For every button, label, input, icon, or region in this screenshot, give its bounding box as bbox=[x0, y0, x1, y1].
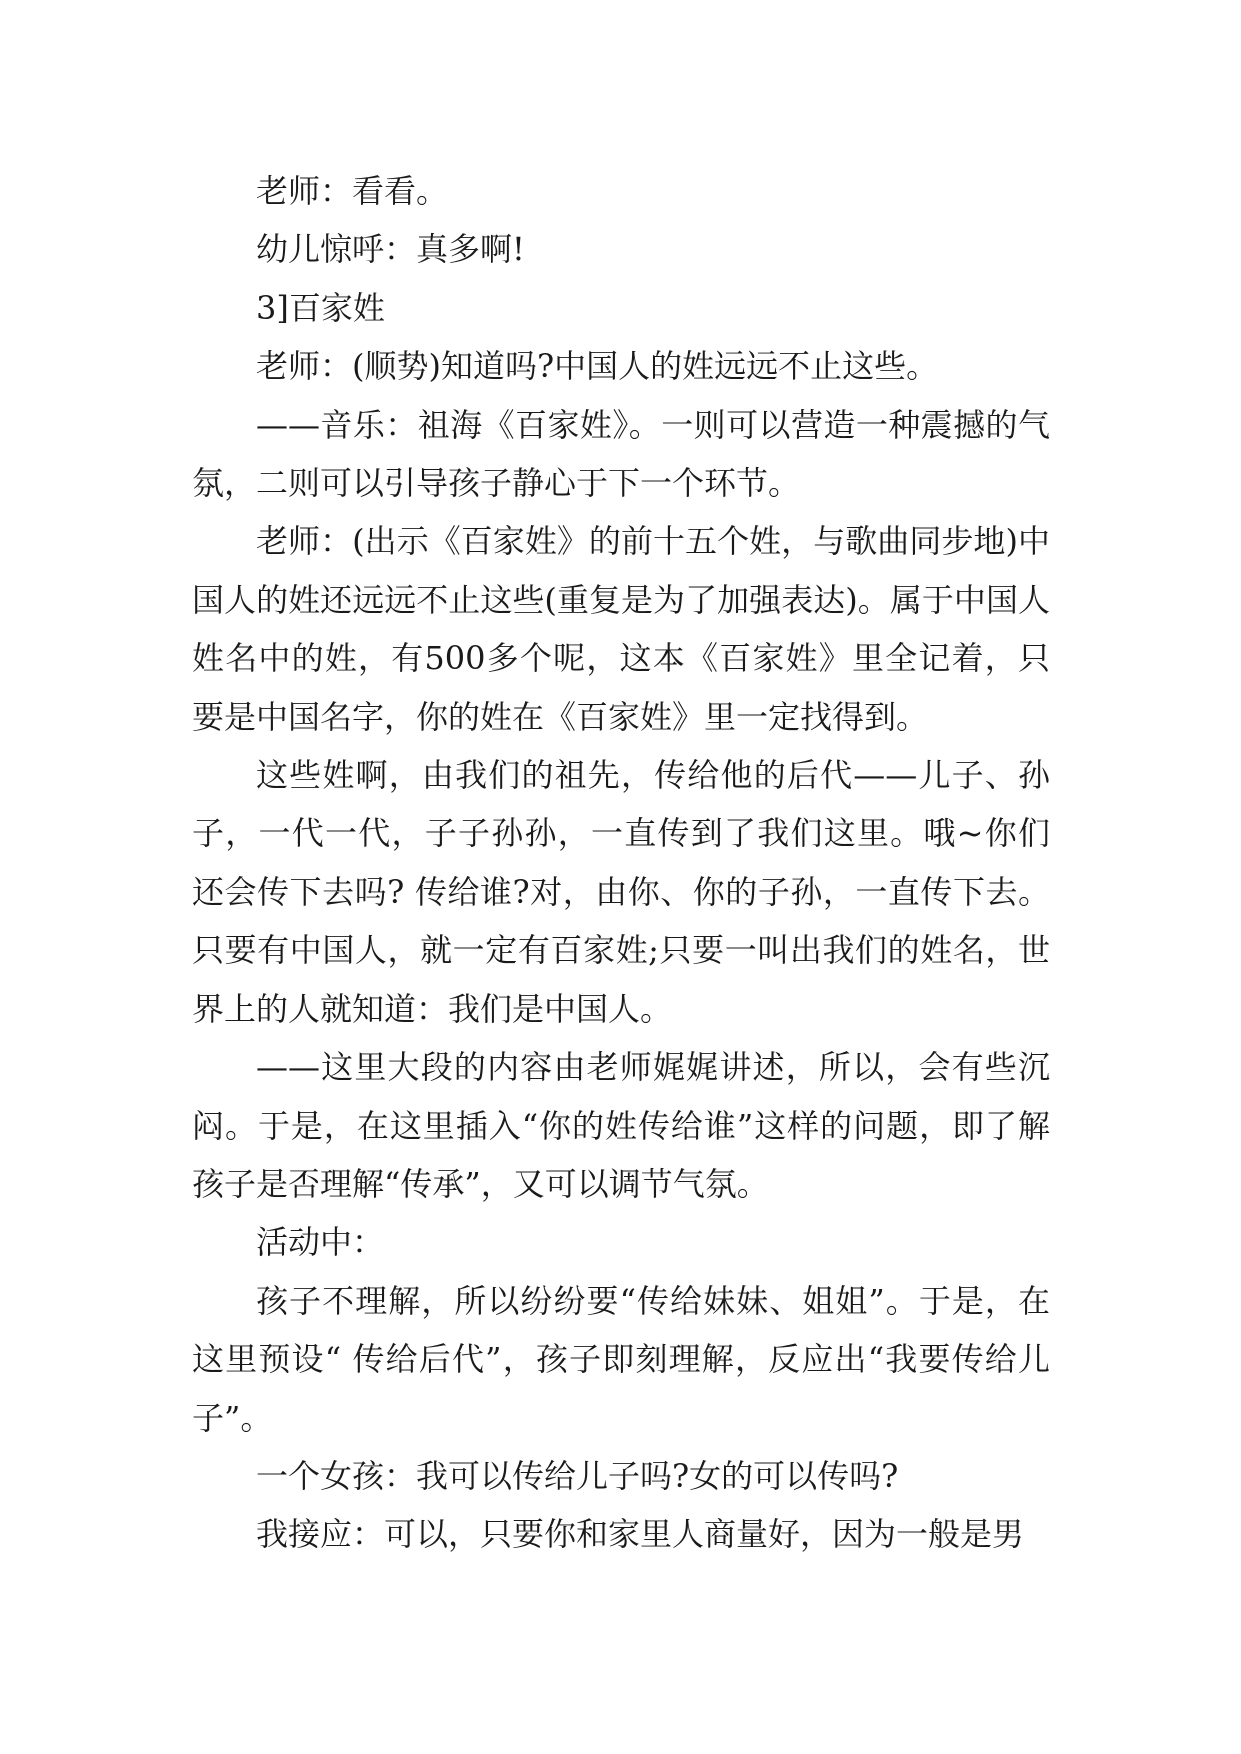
paragraph: 我接应：可以，只要你和家里人商量好，因为一般是男 bbox=[256, 1515, 1025, 1554]
document-body bbox=[192, 162, 1050, 1564]
paragraph: 老师：(出示《百家姓》的前十五个姓，与歌曲同步地)中国人的姓还远远不止这些(重复是为了加强表达)。属于中国人姓名中的姓，有500多个呢，这本《百家姓》里全记着，只要是中国名字，你的姓在《百家姓》里一定找得到。 bbox=[192, 522, 1050, 736]
paragraph: 活动中： bbox=[256, 1223, 385, 1262]
paragraph: 孩子不理解，所以纷纷要“传给妹妹、姐姐”。于是，在这里预设“ 传给后代”，孩子即刻理解，反应出“我要传给儿子”。 bbox=[192, 1281, 1050, 1437]
paragraph: 幼儿惊呼：真多啊! bbox=[256, 230, 525, 269]
paragraph: 这些姓啊，由我们的祖先，传给他的后代——儿子、孙子，一代一代，子子孙孙，一直传到了我们这里。哦~你们还会传下去吗? 传给谁?对，由你、你的子孙，一直传下去。只要有中国人，就一定有百家姓;只要一叫出我们的姓名，世界上的人就知道：我们是中国人。 bbox=[192, 756, 1050, 1028]
paragraph: 3]百家姓 bbox=[256, 288, 385, 327]
paragraph: 老师：看看。 bbox=[256, 172, 449, 210]
paragraph: ——音乐：祖海《百家姓》。一则可以营造一种震撼的气氛，二则可以引导孩子静心于下一个环节。 bbox=[192, 405, 1050, 503]
paragraph: 老师：(顺势)知道吗?中国人的姓远远不止这些。 bbox=[256, 347, 939, 386]
paragraph: ——这里大段的内容由老师娓娓讲述，所以，会有些沉闷。于是，在这里插入“你的姓传给谁”这样的问题，即了解孩子是否理解“传承”，又可以调节气氛。 bbox=[192, 1048, 1050, 1203]
paragraph: 一个女孩：我可以传给儿子吗?女的可以传吗? bbox=[256, 1456, 899, 1495]
